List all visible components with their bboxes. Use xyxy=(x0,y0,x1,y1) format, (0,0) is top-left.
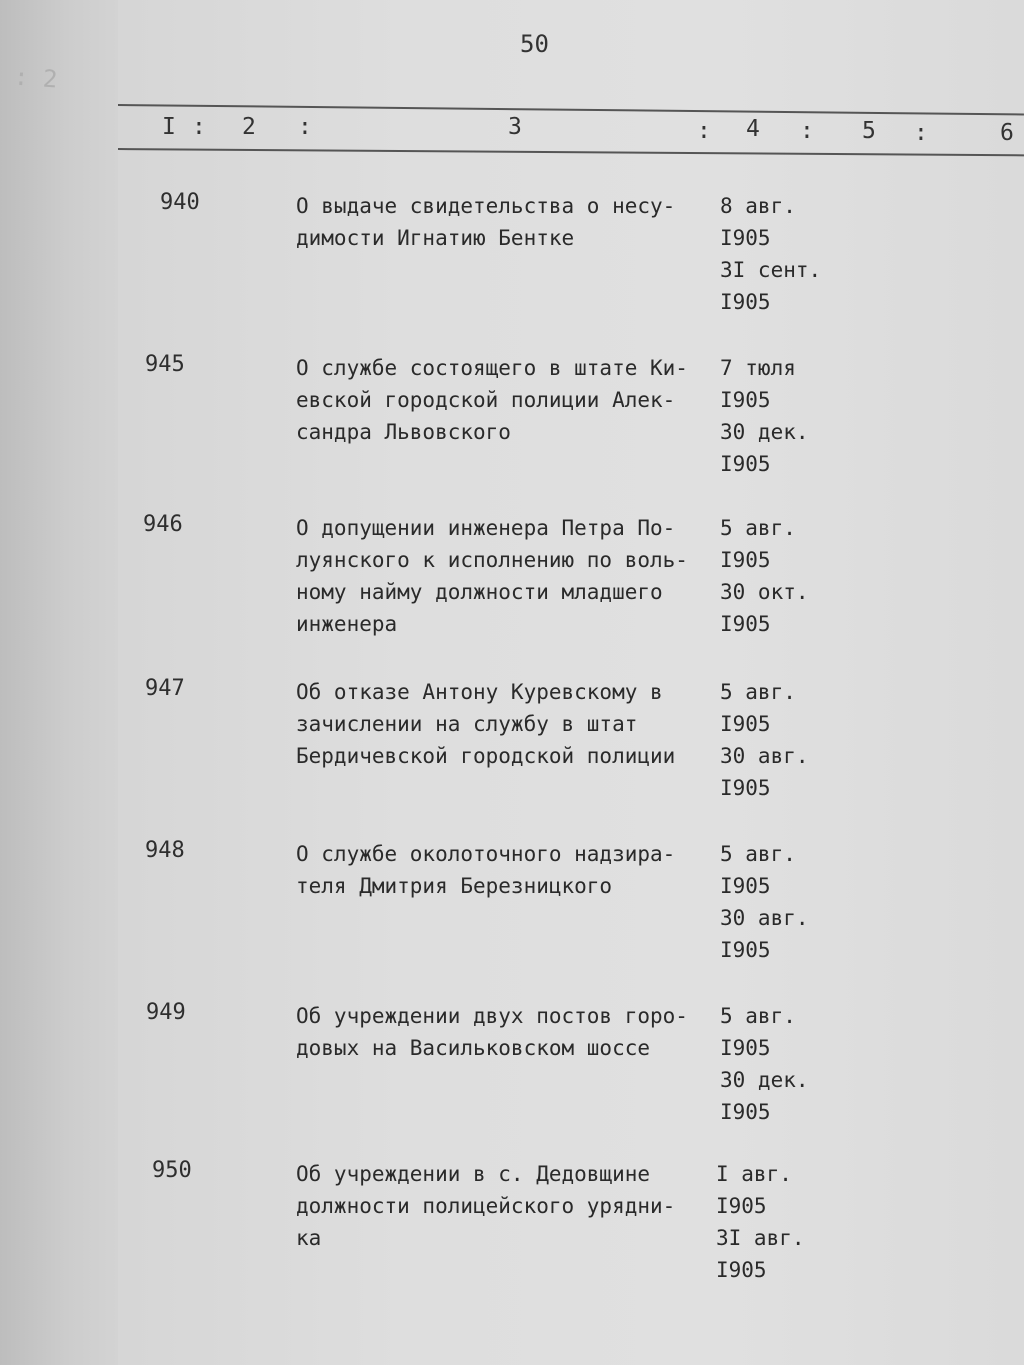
entry-number: 948 xyxy=(145,838,185,863)
date-end-day: 30 авг. xyxy=(720,906,809,930)
date-end-year: I905 xyxy=(720,452,771,476)
entry-title: О выдаче свидетельства о несу- димости Игнатию Бентке xyxy=(296,194,676,250)
date-start-year: I905 xyxy=(720,388,771,412)
date-start-year: I905 xyxy=(720,712,771,736)
entry-title: Об учреждении двух постов горо- довых на Васильковском шоссе xyxy=(296,1004,688,1060)
date-end-year: I905 xyxy=(720,290,771,314)
date-start-year: I905 xyxy=(720,226,771,250)
entry-number: 950 xyxy=(152,1158,192,1183)
column-separator: : xyxy=(298,114,312,140)
column-separator: : xyxy=(697,118,711,144)
column-2-header: 2 xyxy=(242,114,256,140)
header-rule-bottom xyxy=(118,148,1024,156)
date-end-day: 3I авг. xyxy=(716,1226,805,1250)
date-start-day: 5 авг. xyxy=(720,842,796,866)
entry-dates xyxy=(720,190,840,318)
date-start-day: 5 авг. xyxy=(720,516,796,540)
date-end-year: I905 xyxy=(720,776,771,800)
date-end-day: 30 авг. xyxy=(720,744,809,768)
entry-dates xyxy=(720,352,840,480)
page-number: 50 xyxy=(520,30,549,58)
date-end-day: 3I сент. xyxy=(720,258,822,282)
column-3-header: 3 xyxy=(508,114,522,140)
entry-dates xyxy=(720,838,840,966)
entry-number: 940 xyxy=(160,190,200,215)
column-separator: : xyxy=(914,120,928,146)
entry-title: О допущении инженера Петра По- луянского к исполнению по воль- ному найму должности младшего инженера xyxy=(296,516,688,636)
entry-number: 946 xyxy=(143,512,183,537)
entry-dates xyxy=(720,676,840,804)
date-start-day: 7 тюля xyxy=(720,356,796,380)
column-separator: : xyxy=(192,114,206,140)
column-5-header: 5 xyxy=(862,118,876,144)
date-end-day: 30 дек. xyxy=(720,1068,809,1092)
entry-title: Об учреждении в с. Дедовщине должности полицейского урядни- ка xyxy=(296,1162,676,1250)
entry-title: О службе околоточного надзира- теля Дмитрия Березницкого xyxy=(296,842,676,898)
date-end-year: I905 xyxy=(720,1100,771,1124)
date-end-day: 30 окт. xyxy=(720,580,809,604)
entry-dates xyxy=(720,512,840,640)
date-end-year: I905 xyxy=(720,612,771,636)
column-header-row xyxy=(0,110,1024,146)
date-start-day: 5 авг. xyxy=(720,1004,796,1028)
entry-dates xyxy=(720,1000,840,1128)
date-end-day: 30 дек. xyxy=(720,420,809,444)
underlying-page-edge xyxy=(0,0,118,1365)
entry-title: О службе состоящего в штате Ки- евской городской полиции Алек- сандра Львовского xyxy=(296,356,688,444)
column-1-header: I xyxy=(162,114,176,140)
column-6-header: 6 xyxy=(1000,120,1014,146)
entry-title: Об отказе Антону Куревскому в зачислении на службу в штат Бердичевской городской полиции xyxy=(296,680,676,768)
column-separator: : xyxy=(800,118,814,144)
date-start-year: I905 xyxy=(720,874,771,898)
entry-number: 949 xyxy=(146,1000,186,1025)
date-start-year: I905 xyxy=(720,548,771,572)
date-start-year: I905 xyxy=(716,1194,767,1218)
date-start-year: I905 xyxy=(720,1036,771,1060)
date-start-day: 5 авг. xyxy=(720,680,796,704)
date-start-day: 8 авг. xyxy=(720,194,796,218)
date-end-year: I905 xyxy=(720,938,771,962)
column-4-header: 4 xyxy=(746,116,760,142)
date-end-year: I905 xyxy=(716,1258,767,1282)
ghost-header-fragment: : 2 xyxy=(13,62,59,94)
entry-number: 947 xyxy=(145,676,185,701)
entry-number: 945 xyxy=(145,352,185,377)
date-start-day: I авг. xyxy=(716,1162,792,1186)
entry-dates xyxy=(716,1158,836,1286)
